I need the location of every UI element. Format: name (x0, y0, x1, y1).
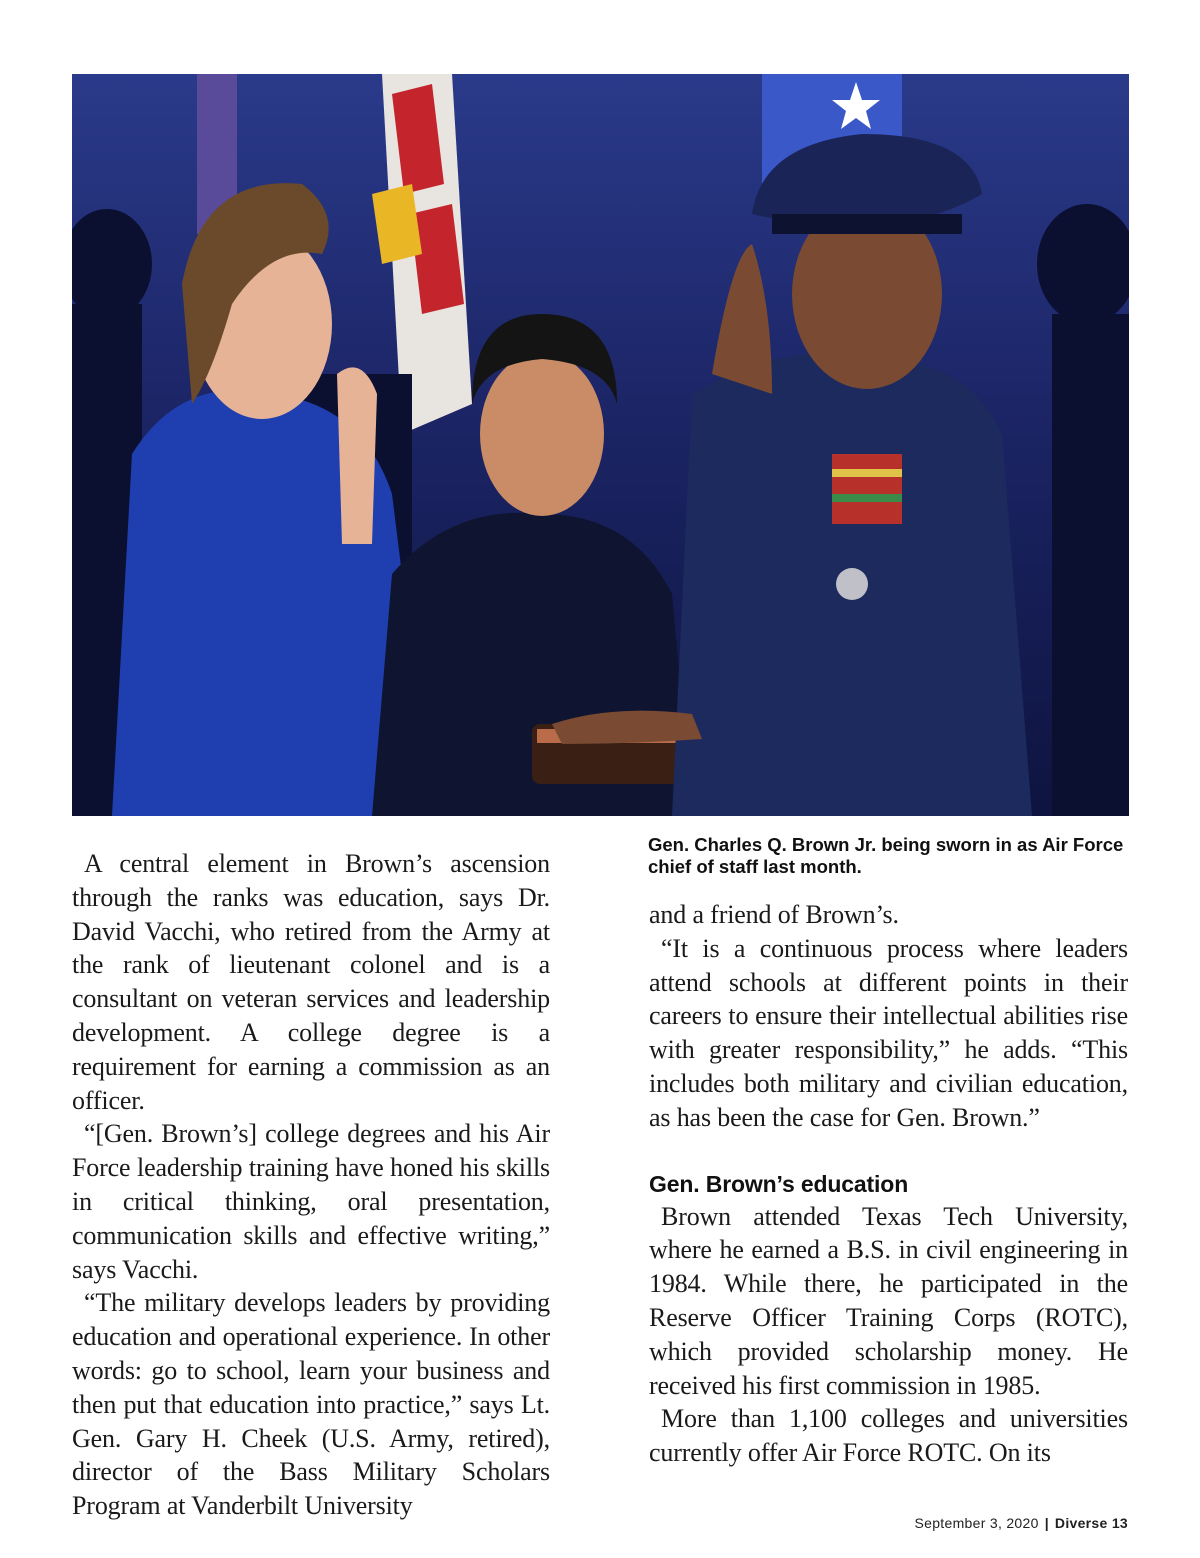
issue-date: September 3, 2020 (914, 1515, 1039, 1531)
paragraph: “The military develops leaders by providing education and operational experience. In other words: go to school, learn your business and then put that education into practice,” says Lt. Gen. Gary H. Cheek (U.S. Army, retired), director of the Bass Military Scholars Program at Vanderbilt University (72, 1288, 550, 1521)
badge (836, 568, 868, 600)
paragraph: More than 1,100 colleges and universities currently offer Air Force ROTC. On its (649, 1404, 1128, 1468)
section-heading: Gen. Brown’s education (649, 1170, 909, 1197)
magazine-name: Diverse (1054, 1515, 1108, 1531)
page-footer (915, 1515, 1129, 1531)
footer-separator: | (1044, 1515, 1049, 1531)
paragraph: A central element in Brown’s ascension through the ranks was education, says Dr. David Vacchi, who retired from the Army at the rank of lieutenant colonel and is a consultant on veteran services and leadership development. A college degree is a requirement for earning a commission as an officer. (72, 849, 550, 1115)
paragraph: Brown attended Texas Tech University, where he earned a B.S. in civil engineering in 1984. While there, he participated in the Reserve Officer Training Corps (ROTC), which provided scholarship money. He received his first commission in 1985. (649, 1201, 1128, 1400)
paragraph: and a friend of Brown’s. (649, 900, 899, 929)
photo-caption: Gen. Charles Q. Brown Jr. being sworn in as Air Force chief of staff last month. (648, 834, 1124, 877)
ribbon-rack (832, 454, 902, 524)
article-column-right (649, 898, 1128, 1470)
ceremony-photo (72, 74, 1129, 816)
paragraph: “It is a continuous process where leaders attend schools at different points in their careers to ensure their intellectual abilities rise with greater responsibility,” he adds. “This includes both military and civilian education, as has been the case for Gen. Brown.” (649, 933, 1128, 1132)
ceremony-photo-illustration (72, 74, 1129, 816)
article-column-left (72, 847, 550, 1523)
paragraph: “[Gen. Brown’s] college degrees and his Air Force leadership training have honed his skills in critical thinking, oral presentation, communication skills and effective writing,” says Vacchi. (72, 1119, 550, 1284)
page-number: 13 (1111, 1515, 1128, 1531)
